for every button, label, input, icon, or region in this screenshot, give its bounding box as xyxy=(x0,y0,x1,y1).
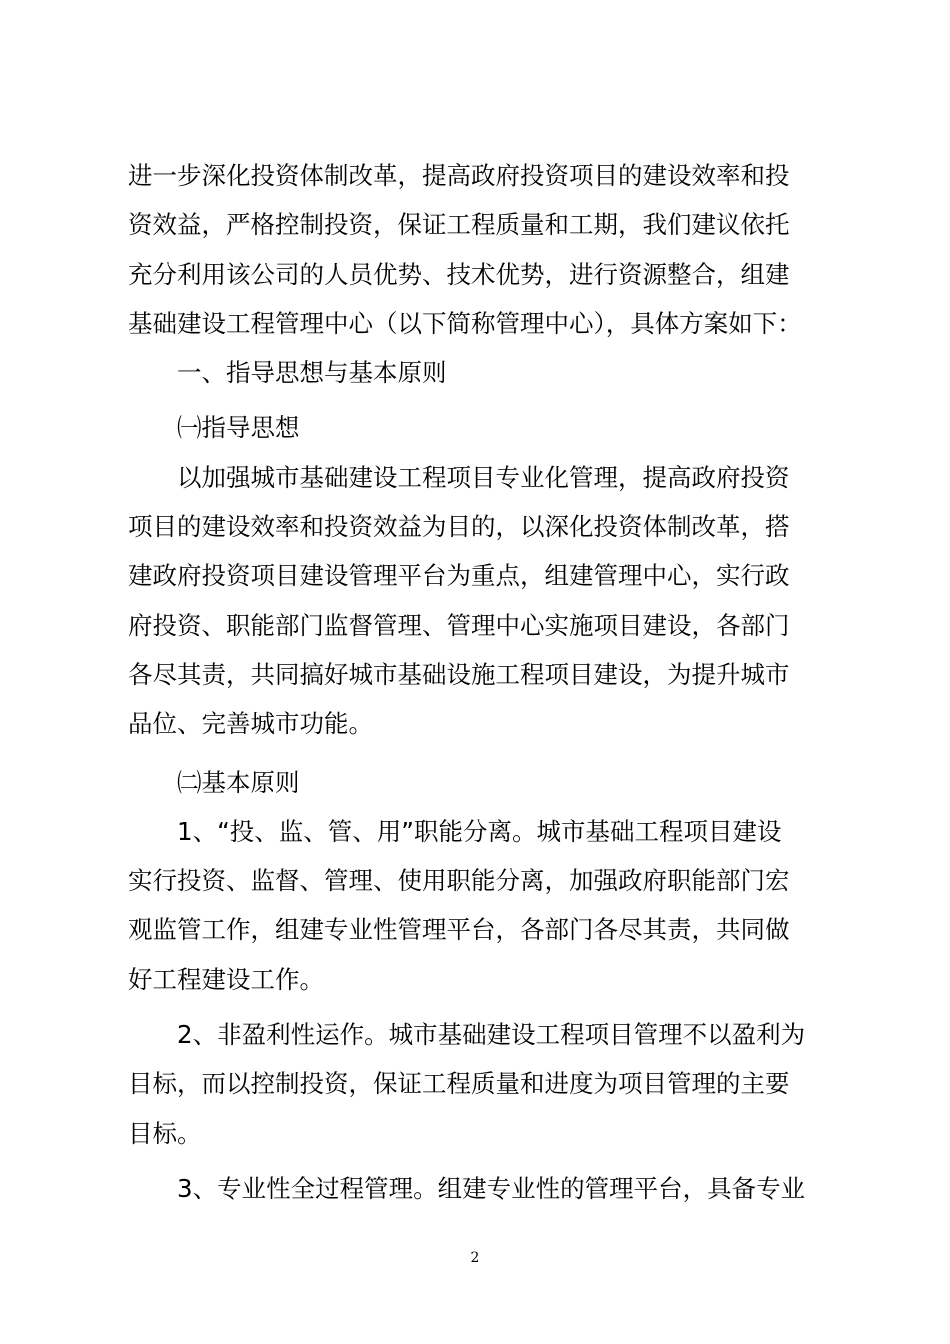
text-line: 目标，而以控制投资，保证工程质量和进度为项目管理的主要 xyxy=(128,1069,790,1099)
text-line: 好工程建设工作。 xyxy=(128,964,324,994)
text-line: 建政府投资项目建设管理平台为重点，组建管理中心，实行政 xyxy=(128,561,790,591)
paragraph-guiding-thought xyxy=(128,453,828,749)
heading-text: 一、指导思想与基本原则 xyxy=(177,358,447,388)
text-line: 府投资、职能部门监督管理、管理中心实施项目建设，各部门 xyxy=(128,610,790,640)
text-line: 3、专业性全过程管理。组建专业性的管理平台，具备专业 xyxy=(177,1173,806,1203)
subsection-heading-guiding-thought xyxy=(128,403,828,452)
text-line: 目标。 xyxy=(128,1118,202,1148)
text-line: 1、“投、监、管、用”职能分离。城市基础工程项目建设 xyxy=(177,816,782,846)
text-line: 实行投资、监督、管理、使用职能分离，加强政府职能部门宏 xyxy=(128,866,790,896)
text-line: 项目的建设效率和投资效益为目的，以深化投资体制改革，搭 xyxy=(128,512,790,542)
text-line: 充分利用该公司的人员优势、技术优势，进行资源整合，组建 xyxy=(128,259,790,289)
text-line: 各尽其责，共同搞好城市基础设施工程项目建设，为提升城市 xyxy=(128,659,790,689)
text-line: 品位、完善城市功能。 xyxy=(128,709,373,739)
subsection-heading-basic-principles xyxy=(128,758,828,807)
text-line: 以加强城市基础建设工程项目专业化管理，提高政府投资 xyxy=(177,462,790,492)
text-line: 2、非盈利性运作。城市基础建设工程项目管理不以盈利为 xyxy=(177,1020,806,1050)
page-number: 2 xyxy=(470,1250,480,1266)
paragraph-principle-3 xyxy=(128,1164,828,1213)
text-line: 基础建设工程管理中心（以下简称管理中心），具体方案如下： xyxy=(128,308,802,338)
paragraph-intro xyxy=(128,151,828,348)
subheading-text: ㈡基本原则 xyxy=(177,767,300,797)
subheading-text: ㈠指导思想 xyxy=(177,413,300,443)
paragraph-principle-1 xyxy=(128,807,828,1004)
text-line: 资效益，严格控制投资，保证工程质量和工期，我们建议依托 xyxy=(128,210,790,240)
section-heading xyxy=(128,348,828,397)
text-line: 观监管工作，组建专业性管理平台，各部门各尽其责，共同做 xyxy=(128,915,790,945)
body-text xyxy=(128,151,828,1213)
text-line: 进一步深化投资体制改革，提高政府投资项目的建设效率和投 xyxy=(128,161,790,190)
paragraph-principle-2 xyxy=(128,1010,828,1158)
